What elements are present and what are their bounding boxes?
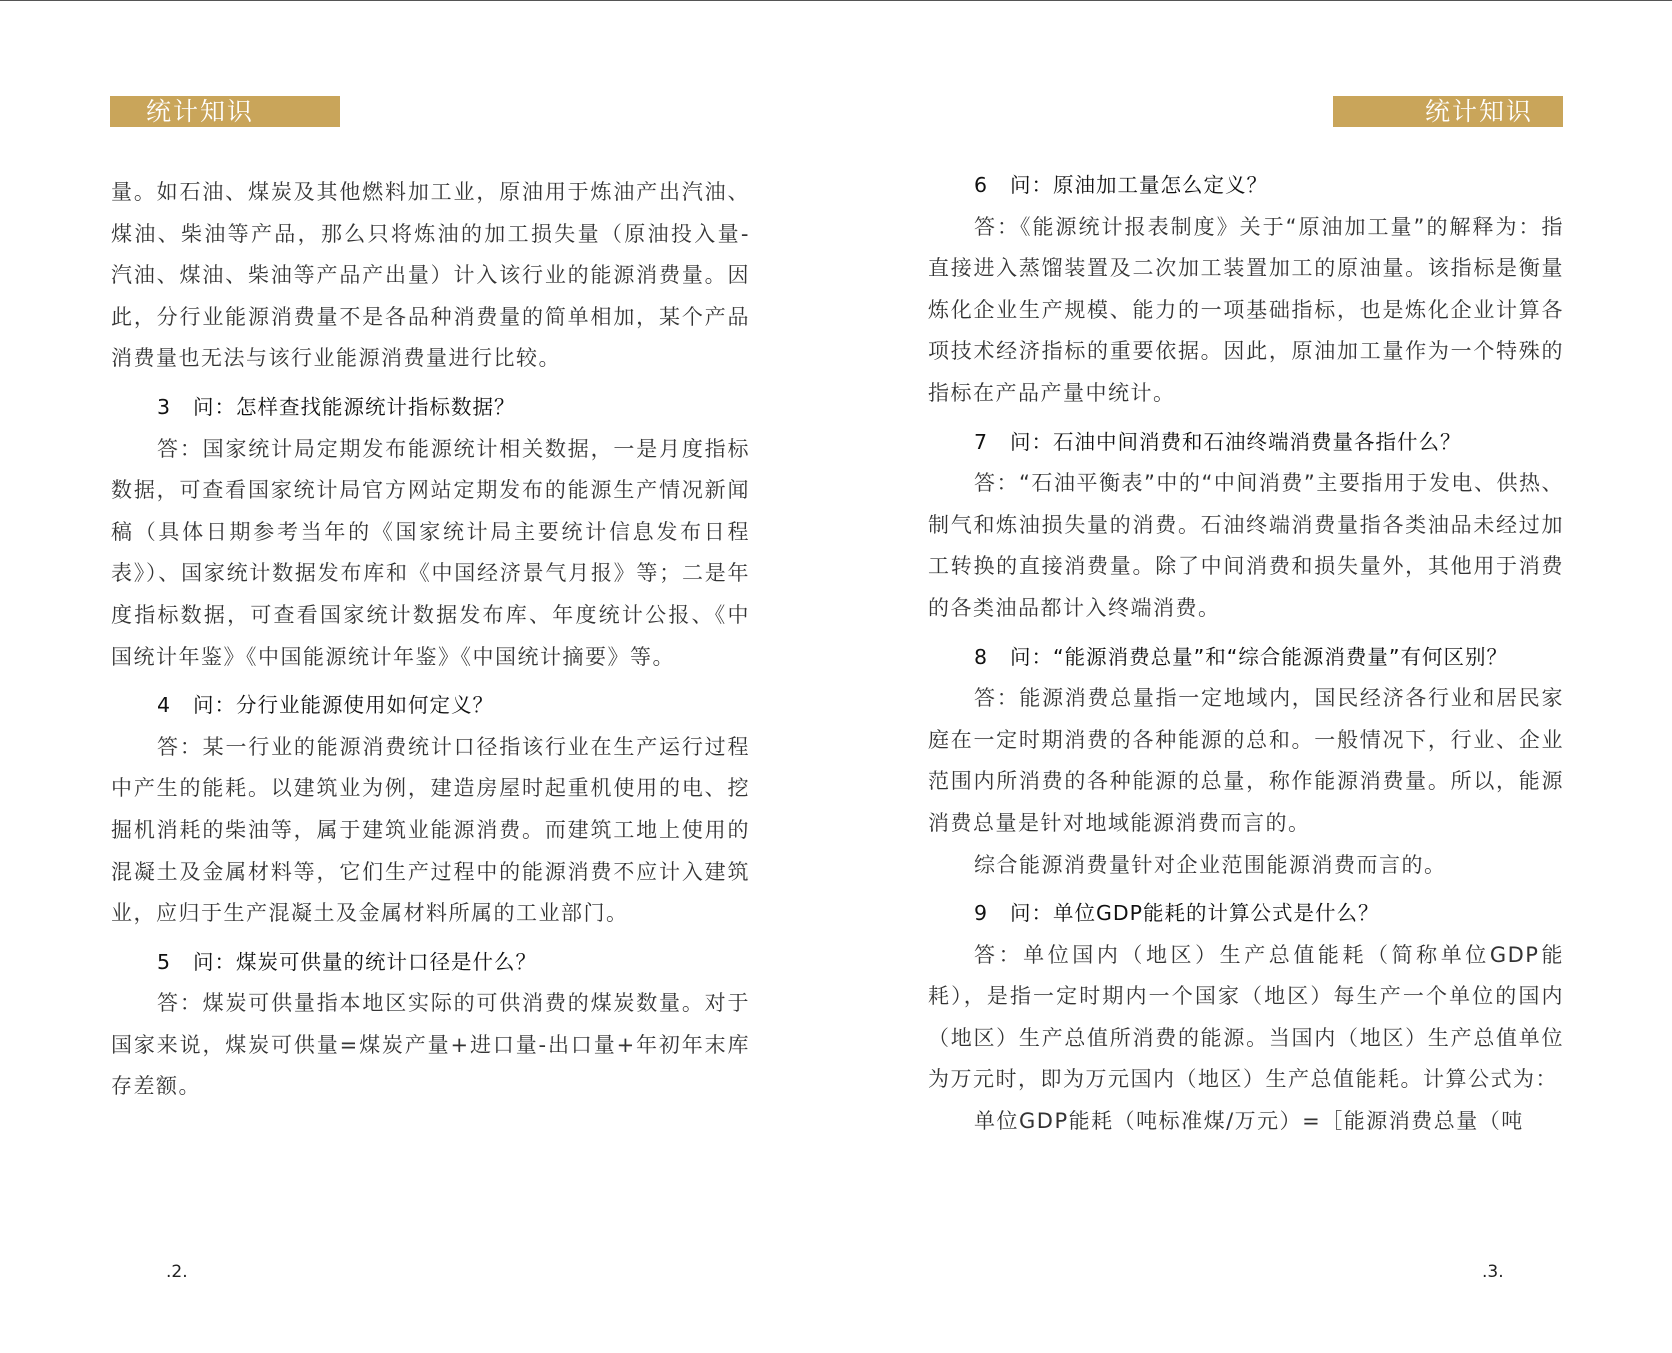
question-8	[928, 637, 1564, 679]
question-text: 问：“能源消费总量”和“综合能源消费量”有何区别？	[1010, 644, 1508, 669]
answer-4: 答：某一行业的能源消费统计口径指该行业在生产运行过程中产生的能耗。以建筑业为例，建造房屋时起重机使用的电、挖掘机消耗的柴油等，属于建筑业能源消费。而建筑工地上使用的混凝土及金属材料等，它们生产过程中的能源消费不应计入建筑业，应归于生产混凝土及金属材料所属的工业部门。	[111, 734, 750, 926]
section-header-title: 统计知识	[146, 97, 255, 126]
answer-7: 答：“石油平衡表”中的“中间消费”主要指用于发电、供热、制气和炼油损失量的消费。石油终端消费量指各类油品未经过加工转换的直接消费量。除了中间消费和损失量外，其他用于消费的各类油品都计入终端消费。	[928, 471, 1564, 620]
left-page-content	[111, 172, 750, 1108]
question-text: 问：单位GDP能耗的计算公式是什么？	[1010, 901, 1380, 926]
question-7	[928, 422, 1564, 464]
question-text: 问：分行业能源使用如何定义？	[193, 693, 494, 718]
question-text: 问：怎样查找能源统计指标数据？	[193, 394, 516, 419]
page-number: .2.	[166, 1262, 188, 1282]
question-5	[111, 942, 750, 984]
section-header-title: 统计知识	[1424, 97, 1533, 126]
question-3	[111, 387, 750, 429]
question-4	[111, 685, 750, 727]
formula-line: 单位GDP能耗（吨标准煤/万元）=［能源消费总量（吨	[974, 1109, 1524, 1134]
question-9	[928, 893, 1564, 935]
question-number: 8	[974, 644, 989, 669]
question-number: 5	[157, 949, 172, 974]
answer-8: 答：能源消费总量指一定地域内，国民经济各行业和居民家庭在一定时期消费的各种能源的总和。一般情况下，行业、企业范围内所消费的各种能源的总量，称作能源消费量。所以，能源消费总量是针对地域能源消费而言的。	[928, 686, 1564, 835]
question-number: 7	[974, 429, 989, 454]
right-page-content	[928, 165, 1564, 1143]
answer-6: 答：《能源统计报表制度》关于“原油加工量”的解释为：指直接进入蒸馏装置及二次加工装置加工的原油量。该指标是衡量炼化企业生产规模、能力的一项基础指标，也是炼化企业计算各项技术经济指标的重要依据。因此，原油加工量作为一个特殊的指标在产品产量中统计。	[928, 214, 1564, 405]
continued-paragraph: 量。如石油、煤炭及其他燃料加工业，原油用于炼油产出汽油、煤油、柴油等产品，那么只将炼油的加工损失量（原油投入量-汽油、煤油、柴油等产品产出量）计入该行业的能源消费量。因此，分行业能源消费量不是各品种消费量的简单相加，某个产品消费量也无法与该行业能源消费量进行比较。	[111, 180, 750, 371]
question-text: 问：原油加工量怎么定义？	[1010, 173, 1268, 197]
question-number: 9	[974, 901, 989, 926]
answer-3: 答：国家统计局定期发布能源统计相关数据，一是月度指标数据，可查看国家统计局官方网站定期发布的能源生产情况新闻稿（具体日期参考当年的《国家统计局主要统计信息发布日程表》）、国家统计数据发布库和《中国经济景气月报》等；二是年度指标数据，可查看国家统计数据发布库、年度统计公报、《中国统计年鉴》《中国能源统计年鉴》《中国统计摘要》等。	[111, 436, 750, 669]
section-header-tab	[110, 96, 340, 127]
question-number: 6	[974, 173, 989, 197]
section-header-tab	[1333, 96, 1563, 127]
question-number: 3	[157, 394, 172, 419]
question-6	[928, 165, 1564, 207]
question-text: 问：石油中间消费和石油终端消费量各指什么？	[1010, 429, 1462, 454]
right-page	[836, 0, 1672, 1353]
question-number: 4	[157, 693, 172, 718]
question-text: 问：煤炭可供量的统计口径是什么？	[193, 949, 537, 974]
answer-8-continued: 综合能源消费量针对企业范围能源消费而言的。	[974, 852, 1447, 877]
answer-5: 答：煤炭可供量指本地区实际的可供消费的煤炭数量。对于国家来说，煤炭可供量=煤炭产量+进口量-出口量+年初年末库存差额。	[111, 991, 750, 1099]
answer-9: 答：单位国内（地区）生产总值能耗（简称单位GDP能耗），是指一定时期内一个国家（地区）每生产一个单位的国内（地区）生产总值所消费的能源。当国内（地区）生产总值单位为万元时，即为万元国内（地区）生产总值能耗。计算公式为：	[928, 942, 1564, 1092]
page-number: .3.	[1482, 1262, 1504, 1282]
